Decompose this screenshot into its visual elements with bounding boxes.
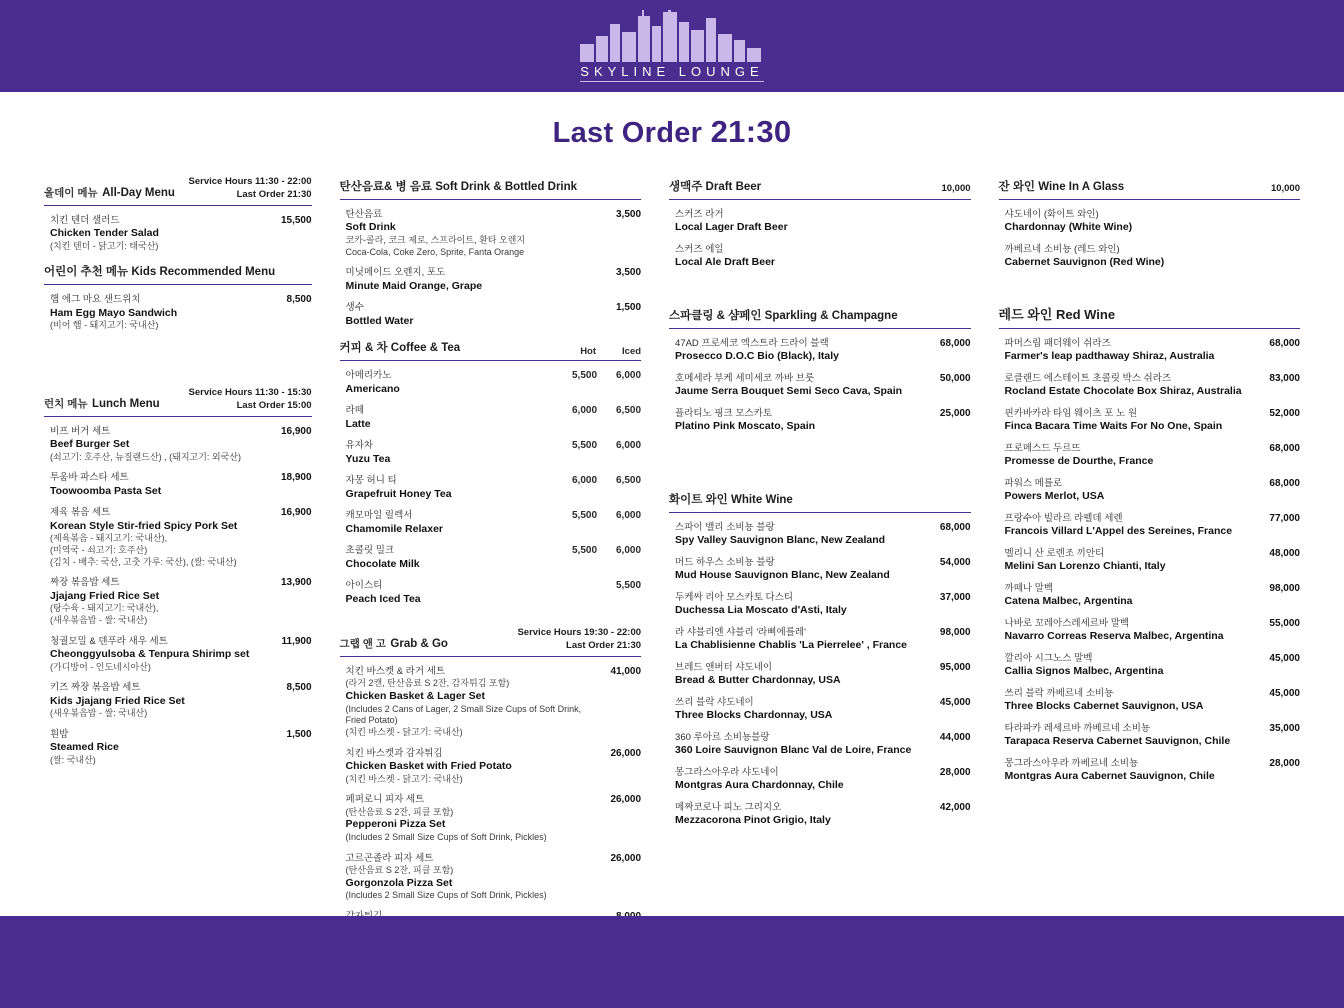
menu-item: 360 루아르 소비뇽블랑 360 Loire Sauvignon Blanc Val de Loire, France 44,000 — [675, 731, 971, 757]
section-header-kids — [44, 261, 312, 285]
menu-item: 호메세라 부케 세미세코 까바 브룻 Jaume Serra Bouquet Semi Seco Cava, Spain 50,000 — [675, 372, 971, 398]
section-header-wine-by-glass — [999, 176, 1300, 200]
menu-item: 파머스립 패더웨이 쉬라즈 Farmer's leap padthaway Shiraz, Australia 68,000 — [1004, 337, 1300, 363]
menu-item: 스커즈 에일 Local Ale Draft Beer — [675, 243, 776, 269]
footer-band — [0, 916, 1344, 1008]
menu-column-1 — [30, 176, 326, 946]
menu-item: 깔리아 시그노스 말벡 Callia Signos Malbec, Argentina 45,000 — [1004, 652, 1300, 678]
section-header-sparkling — [669, 305, 970, 329]
menu-item: 라 샤블리엔 샤블리 '라삐에를레' La Chablisienne Chablis 'La Pierrelee' , France 98,000 — [675, 626, 971, 652]
item-kr: 치킨 텐더 샐러드 — [50, 214, 120, 226]
menu-item: 샤도네이 (화이트 와인) Chardonnay (White Wine) — [1004, 209, 1133, 234]
menu-item — [44, 215, 312, 253]
menu-item: 비프 버거 세트 Beef Burger Set (쇠고기: 호주산, 뉴질랜드산) , (돼지고기: 외국산) 16,900 — [50, 425, 312, 462]
section-price: 10,000 — [941, 183, 971, 195]
skyline-icon — [572, 10, 772, 62]
menu-item: 몽그라스아우라 까베르네 소비뇽 Montgras Aura Cabernet Sauvignon, Chile 28,000 — [1004, 757, 1300, 783]
menu-item: 라떼 Latte 6,000 6,500 — [345, 405, 642, 430]
section-header-white-wine — [669, 489, 970, 513]
menu-item: 흰밥 Steamed Rice (쌀: 국내산) 1,500 — [50, 729, 312, 765]
section-inline-title: 스파클링 & 샴페인 Sparkling & Champagne — [669, 309, 898, 322]
menu-item: 미닛메이드 오렌지, 포도 Minute Maid Orange, Grape 3,500 — [345, 267, 642, 292]
item-en: Chicken Tender Salad — [50, 226, 159, 239]
spacer — [669, 443, 970, 489]
menu-item: 프랑수아 빌라르 라펠데 세렌 Francois Villard L'Appel des Sereines, France 77,000 — [1004, 512, 1300, 538]
section-inline-title: 커피 & 차 Coffee & Tea — [339, 342, 461, 355]
hot-label: Hot — [580, 346, 597, 358]
spacer — [44, 341, 312, 387]
section-header-grab-and-go: 그랩 앤 고 Grab & Go Service Hours 19:30 - 22:00 Last Order 21:30 — [340, 627, 641, 657]
menu-item: 두케싸 리아 모스카토 다스티 Duchessa Lia Moscato d'Asti, Italy 37,000 — [675, 591, 971, 617]
menu-item: 자몽 허니 티 Grapefruit Honey Tea 6,000 6,500 — [345, 475, 642, 500]
section-header-lunch — [44, 387, 312, 417]
menu-item: 쓰리 블락 샤도네이 Three Blocks Chardonnay, USA 45,000 — [675, 696, 971, 722]
page-title — [0, 114, 1344, 150]
menu-column-3 — [655, 176, 984, 946]
menu-item: 스파이 밸리 소비뇽 블랑 Spy Valley Sauvignon Blanc, New Zealand 68,000 — [675, 521, 971, 547]
section-kr: 런치 메뉴 — [44, 397, 88, 410]
menu-item: 아이스티 Peach Iced Tea 5,500 — [345, 580, 642, 605]
menu-item: 로클랜드 에스테이트 초콜릿 박스 쉬라즈 Rocland Estate Chocolate Box Shiraz, Australia 83,000 — [1004, 372, 1300, 398]
section-inline-title: 생맥주 Draft Beer — [669, 181, 762, 193]
item-kr: 햄 에그 마요 샌드위치 — [50, 294, 141, 306]
menu-item: 쓰리 블락 까베르네 소비뇽 Three Blocks Cabernet Sauvignon, USA 45,000 — [1004, 687, 1300, 713]
menu-item: 치킨 바스켓과 감자튀김 Chicken Basket with Fried Potato (치킨 바스켓 - 닭고기: 국내산) 26,000 — [345, 747, 642, 784]
menu-item: 타라파카 레세르바 까베르네 소비뇽 Tarapaca Reserva Cabernet Sauvignon, Chile 35,000 — [1004, 722, 1300, 748]
menu-item: 탄산음료 Soft Drink 코카-콜라, 코크 제로, 스프라이트, 환타 오렌지 Coca-Cola, Coke Zero, Sprite, Fanta Orange 3,500 — [345, 209, 642, 257]
item-price: 8,500 — [286, 294, 312, 306]
header-band — [0, 0, 1344, 92]
menu-item: 메짜코로나 피노 그리지오 Mezzacorona Pinot Grigio, Italy 42,000 — [675, 801, 971, 827]
section-inline-title: 화이트 와인 White Wine — [669, 493, 793, 506]
menu-item — [44, 294, 312, 332]
brand-name: SKYLINE LOUNGE — [580, 64, 763, 82]
menu-item: 초콜릿 밀크 Chocolate Milk 5,500 6,000 — [345, 545, 642, 570]
menu-item: 몽그라스아우라 샤도네이 Montgras Aura Chardonnay, Chile 28,000 — [675, 766, 971, 792]
menu-item: 47AD 프로세코 엑스트라 드라이 블랙 Prosecco D.O.C Bio (Black), Italy 68,000 — [675, 337, 971, 363]
section-hours: Service Hours 19:30 - 22:00 Last Order 21:30 — [517, 627, 642, 652]
brand-logo — [572, 10, 772, 82]
menu-item: 제육 볶음 세트 Korean Style Stir-fried Spicy Pork Set (제육볶음 - 돼지고기: 국내산), (미역국 - 쇠고기: 호주산) (김치 - 배추: 국산, 고춧 가루: 국산), (쌀: 국내산) 16,900 — [50, 507, 312, 567]
menu-item: 고르곤졸라 피자 세트 (탄산음료 S 2잔, 피클 포함) Gorgonzola Pizza Set (Includes 2 Small Size Cups of Soft Drink, Pickles) 26,000 — [345, 852, 642, 901]
menu-item: 페퍼로니 피자 세트 (탄산음료 S 2잔, 피클 포함) Pepperoni Pizza Set (Includes 2 Small Size Cups of Soft Drink, Pickles) 26,000 — [345, 794, 642, 842]
menu-item: 유자차 Yuzu Tea 5,500 6,000 — [345, 440, 642, 465]
menu-item: 프로메스드 두르뜨 Promesse de Dourthe, France 68,000 — [1004, 442, 1300, 468]
menu-item: 머드 하우스 소비뇽 블랑 Mud House Sauvignon Blanc, New Zealand 54,000 — [675, 556, 971, 582]
item-en: Ham Egg Mayo Sandwich — [50, 306, 178, 319]
menu-item: 치킨 바스켓 & 라거 세트 (라거 2캔, 탄산음료 S 2잔, 감자튀김 포함) Chicken Basket & Lager Set (Includes 2 Cans of Lager, 2 Small Size Cups of Soft Drink, Fried Potato) (치킨 바스켓 - 닭고기: 국내산) 41,000 — [345, 665, 642, 737]
spacer — [669, 279, 970, 305]
section-inline-title: 잔 와인 Wine In A Glass — [998, 181, 1125, 193]
menu-item: 키즈 짜장 볶음밥 세트 Kids Jjajang Fried Rice Set (새우볶음밥 - 쌀: 국내산) 8,500 — [50, 682, 312, 719]
menu-item: 핀카바카라 타임 웨이츠 포 노 원 Finca Bacara Time Waits For No One, Spain 52,000 — [1004, 407, 1300, 433]
menu-columns — [0, 150, 1344, 946]
section-header-coffee-tea — [340, 337, 641, 361]
menu-item: 멜리니 산 로렌조 끼안티 Melini San Lorenzo Chianti, Italy 48,000 — [1004, 547, 1300, 573]
section-en: All-Day Menu — [102, 186, 175, 199]
menu-item: 까베르네 소비뇽 (레드 와인) Cabernet Sauvignon (Red Wine) — [1004, 243, 1165, 269]
spacer — [340, 615, 641, 627]
last-order-time: 21:30 — [710, 114, 792, 149]
section-inline-title: 탄산음료& 병 음료 Soft Drink & Bottled Drink — [339, 181, 578, 193]
section-inline-title: 어린이 추천 메뉴 Kids Recommended Menu — [44, 266, 276, 279]
menu-item: 짜장 볶음밥 세트 Jjajang Fried Rice Set (탕수육 - 돼지고기: 국내산), (새우볶음밥 - 쌀: 국내산) 13,900 — [50, 577, 312, 625]
iced-label: Iced — [622, 346, 642, 358]
menu-item: 파워스 메를로 Powers Merlot, USA 68,000 — [1004, 477, 1300, 503]
section-en: Lunch Menu — [91, 397, 160, 410]
menu-item: 캐모마일 릴렉서 Chamomile Relaxer 5,500 6,000 — [345, 510, 642, 535]
section-header-all-day — [44, 176, 312, 206]
menu-item: 플라티노 핑크 모스카토 Platino Pink Moscato, Spain 25,000 — [675, 407, 971, 433]
section-header-red-wine — [999, 305, 1300, 329]
section-hours: Service Hours 11:30 - 15:30 Last Order 15:00 — [188, 386, 312, 411]
menu-column-4 — [985, 176, 1314, 946]
item-note: (치킨 텐더 - 닭고기: 태국산) — [50, 240, 159, 251]
menu-item: 까떼나 말벡 Catena Malbec, Argentina 98,000 — [1004, 582, 1300, 608]
section-inline-title: 레드 와인 Red Wine — [998, 306, 1116, 322]
price-column-headers — [580, 346, 641, 357]
menu-item: 브레드 앤버터 샤도네이 Bread & Butter Chardonnay, USA 95,000 — [675, 661, 971, 687]
spacer — [999, 279, 1300, 305]
menu-column-2 — [326, 176, 655, 946]
item-price-hot: 5,500 — [572, 370, 598, 382]
last-order-label: Last Order — [552, 117, 703, 149]
menu-item: 스커즈 라거 Local Lager Draft Beer — [675, 209, 788, 234]
section-header-soft-drink — [340, 176, 641, 200]
menu-item: 아메리카노 Americano 5,500 6,000 — [345, 370, 642, 395]
section-header-draft-beer — [669, 176, 970, 200]
section-hours: Service Hours 11:30 - 22:00 Last Order 21:30 — [188, 176, 312, 200]
item-price: 15,500 — [280, 214, 312, 226]
menu-item: 나바로 꼬레아스레세르바 말벡 Navarro Correas Reserva Malbec, Argentina 55,000 — [1004, 617, 1300, 643]
menu-item: 생수 Bottled Water 1,500 — [345, 302, 642, 327]
section-kr: 올데이 메뉴 — [44, 186, 98, 199]
menu-item: 청궐모밀 & 덴푸라 새우 세트 Cheonggyulsoba & Tenpura Shirimp set (가디방어 - 인도네시아산) 11,900 — [50, 635, 312, 672]
menu-item: 투움바 파스타 세트 Toowoomba Pasta Set 18,900 — [50, 472, 312, 497]
item-price-iced: 6,000 — [616, 370, 642, 382]
section-price: 10,000 — [1270, 183, 1300, 195]
item-note: (비어 햄 - 돼지고기: 국내산) — [50, 320, 159, 331]
